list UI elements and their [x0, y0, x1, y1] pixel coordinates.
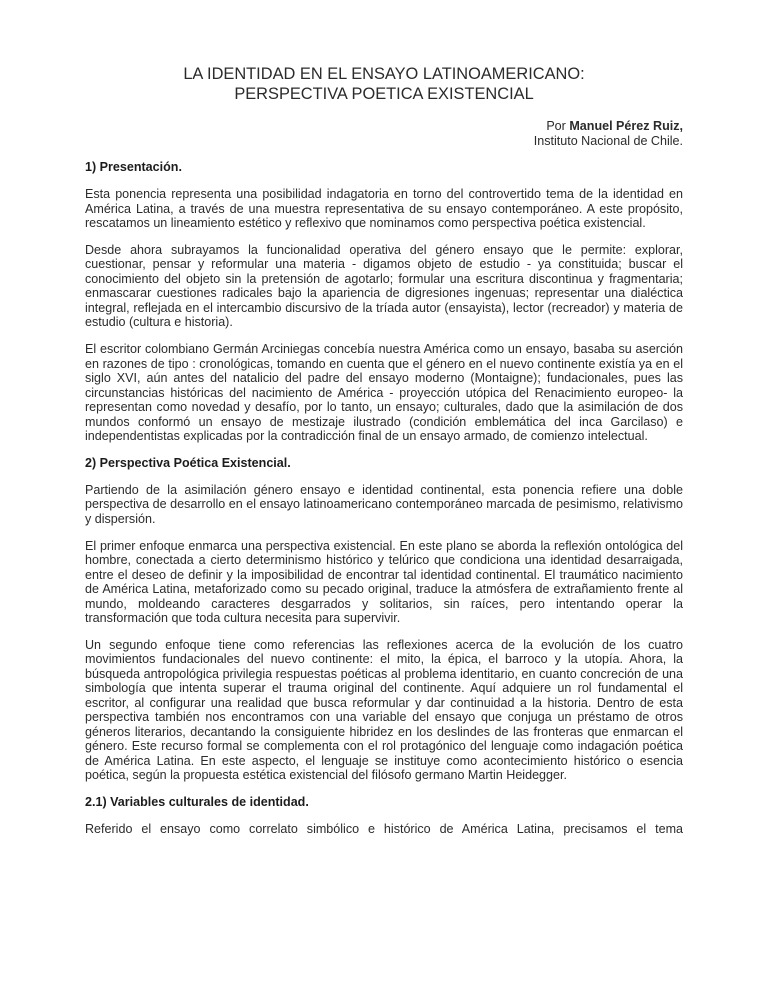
document-title-line1: LA IDENTIDAD EN EL ENSAYO LATINOAMERICANO:	[183, 65, 585, 83]
byline	[85, 119, 683, 148]
body-paragraph: Partiendo de la asimilación género ensayo e identidad continental, esta ponencia refiere una doble perspectiva de desarrollo en el ensayo latinoamericano contemporáneo marcada de pesimismo, relativismo y dispersión.	[85, 482, 683, 526]
body-paragraph: Un segundo enfoque tiene como referencias las reflexiones acerca de la evolución de los cuatro movimientos fundacionales del nuevo continente: el mito, la épica, el barroco y la utopía. Ahora, la búsqueda antropológica privilegia respuestas poéticas al problema identitario, en cuanto concreción de una simbología que intenta superar el trauma original del continente. Aquí adquiere un rol fundamental el escritor, al configurar una realidad que busca reformular y dar continuidad a la historia. Dentro de esta perspectiva también nos encontramos con una variable del ensayo que conjuga un préstamo de otros géneros literarios, decantando la consiguiente hibridez en los deslindes de las fronteras que enmarcan el género. Este recurso formal se complementa con el rol protagónico del lenguaje como indagación poética de América Latina. En este aspecto, el lenguaje se instituye como acontecimiento histórico o esencia poética, según la propuesta estética existencial del filósofo germano Martin Heidegger.	[85, 637, 683, 783]
document-title	[85, 64, 683, 104]
body-paragraph: Desde ahora subrayamos la funcionalidad operativa del género ensayo que le permite: explorar, cuestionar, pensar y reformular una materia - digamos objeto de estudio - ya constituida; buscar el conocimiento del objeto sin la pretensión de agotarlo; formular una escritura discontinua y fragmentaria; enmascarar cuestiones radicales bajo la apariencia de digresiones ingenuas; representar una dialéctica integral, reflejada en el intercambio discursivo de la tríada autor (ensayista), lector (recreador) y materia de estudio (cultura e historia).	[85, 242, 683, 330]
byline-author: Manuel Pérez Ruiz,	[569, 119, 683, 133]
body-paragraph: El escritor colombiano Germán Arciniegas concebía nuestra América como un ensayo, basaba su aserción en razones de tipo : cronológicas, tomando en cuenta que el género en el nuevo continente existía ya en el siglo XVI, aún antes del natalicio del padre del ensayo moderno (Montaigne); fundacionales, pues las circunstancias históricas del nacimiento de América - proyección utópica del Renacimiento europeo- la representan como novedad y desafío, por lo tanto, un ensayo; culturales, dado que la asimilación de dos mundos conformó un ensayo de mestizaje ilustrado (condición emblemática del inca Garcilaso) e independentistas explicadas por la contradicción final de un ensayo armado, de comienzo intelectual.	[85, 342, 683, 444]
section-heading-perspectiva: 2) Perspectiva Poética Existencial.	[85, 455, 291, 470]
document-title-line2: PERSPECTIVA POETICA EXISTENCIAL	[234, 85, 534, 103]
body-paragraph: El primer enfoque enmarca una perspectiva existencial. En este plano se aborda la reflexión ontológica del hombre, conectada a cierto determinismo histórico y telúrico que condiciona una identidad desarraigada, entre el deseo de definir y la imposibilidad de encontrar tal identidad continental. El traumático nacimiento de América Latina, metaforizado como su pecado original, traduce la atmósfera de extrañamiento frente al mundo, moldeando caracteres desgarrados y solitarios, sin raíces, pero intentando operar la transformación que toda cultura necesita para supervivir.	[85, 538, 683, 626]
byline-affiliation: Instituto Nacional de Chile.	[533, 133, 683, 148]
byline-prefix: Por	[546, 119, 566, 133]
section-heading-variables: 2.1) Variables culturales de identidad.	[85, 795, 309, 810]
body-paragraph: Esta ponencia representa una posibilidad indagatoria en torno del controvertido tema de la identidad en América Latina, a través de una muestra representativa de su ensayo contemporáneo. A este propósito, rescatamos un lineamiento estético y reflexivo que nominamos como perspectiva poética existencial.	[85, 187, 683, 231]
byline-author-line	[85, 119, 683, 134]
section-heading-presentacion: 1) Presentación.	[85, 160, 182, 175]
body-paragraph: Referido el ensayo como correlato simbólico e histórico de América Latina, precisamos el tema	[85, 821, 683, 836]
